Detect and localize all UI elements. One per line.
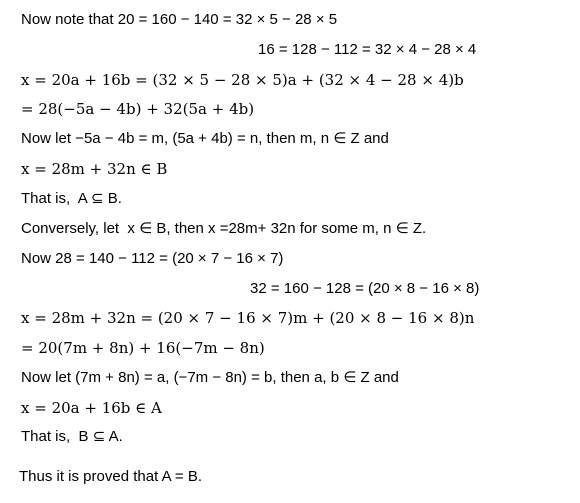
- proof-line-5: Now let −5a − 4b = m, (5a + 4b) = n, then m, n ∈ Z and: [21, 130, 389, 147]
- proof-line-7: That is, A ⊆ B.: [21, 190, 122, 207]
- proof-line-10: 32 = 160 − 128 = (20 × 8 − 16 × 8): [250, 280, 480, 297]
- proof-conclusion: Thus it is proved that A = B.: [19, 468, 203, 485]
- proof-line-6: x = 28m + 32n ∈ B: [21, 160, 168, 178]
- proof-line-11: x = 28m + 32n = (20 × 7 − 16 × 7)m + (20 × 8 − 16 × 8)n: [21, 309, 475, 327]
- proof-line-1: Now note that 20 = 160 − 140 = 32 × 5 − 28 × 5: [21, 11, 338, 28]
- proof-line-3: x = 20a + 16b = (32 × 5 − 28 × 5)a + (32 × 4 − 28 × 4)b: [21, 71, 464, 89]
- proof-line-9: Now 28 = 140 − 112 = (20 × 7 − 16 × 7): [21, 250, 284, 267]
- proof-line-13: Now let (7m + 8n) = a, (−7m − 8n) = b, then a, b ∈ Z and: [21, 369, 399, 386]
- proof-line-12: = 20(7m + 8n) + 16(−7m − 8n): [21, 339, 265, 357]
- proof-line-8: Conversely, let x ∈ B, then x =28m+ 32n for some m, n ∈ Z.: [21, 220, 427, 237]
- proof-line-2: 16 = 128 − 112 = 32 × 4 − 28 × 4: [258, 41, 477, 58]
- proof-line-14: x = 20a + 16b ∈ A: [21, 399, 162, 417]
- proof-line-4: = 28(−5a − 4b) + 32(5a + 4b): [21, 100, 255, 118]
- proof-line-15: That is, B ⊆ A.: [21, 428, 123, 445]
